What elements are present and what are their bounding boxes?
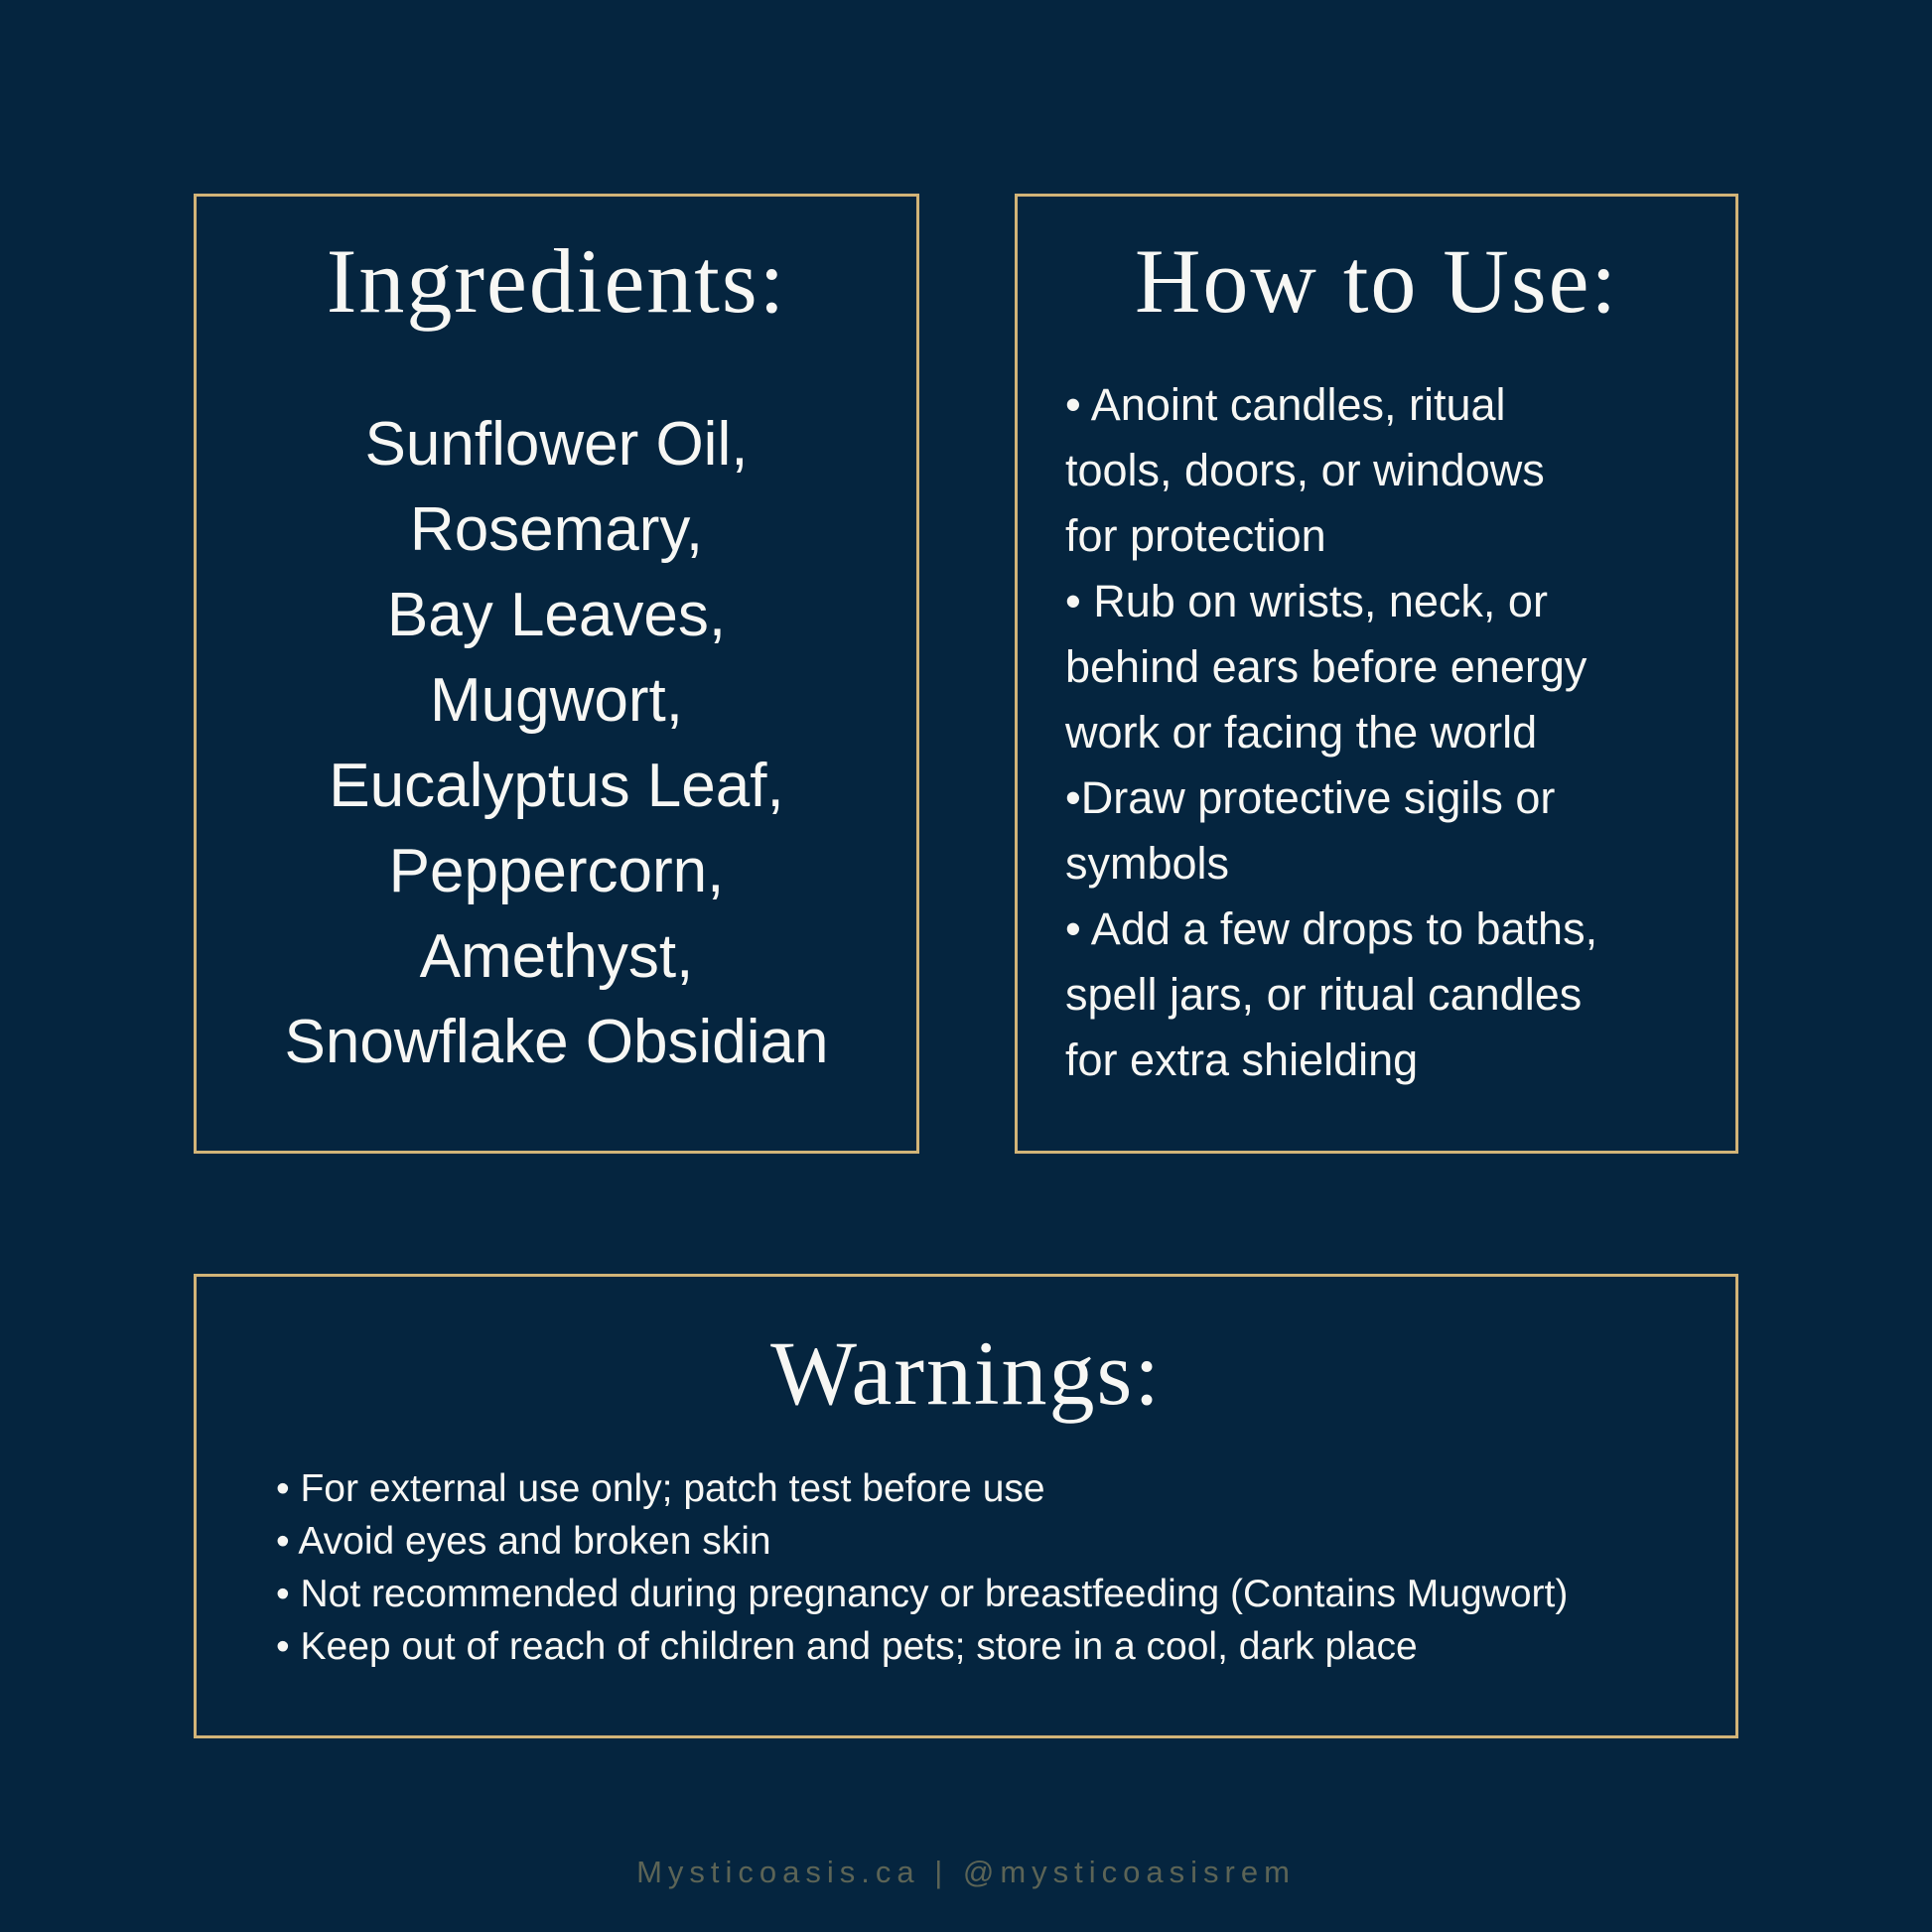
- how-to-use-list: [1018, 372, 1735, 1093]
- how-to-use-line: for extra shielding: [1065, 1035, 1419, 1086]
- warning-item: • For external use only; patch test before use: [276, 1467, 1045, 1511]
- how-to-use-line: spell jars, or ritual candles: [1065, 969, 1583, 1021]
- warning-item: • Not recommended during pregnancy or breastfeeding (Contains Mugwort): [276, 1573, 1569, 1616]
- how-to-use-line: behind ears before energy: [1065, 641, 1587, 693]
- ingredients-list: [197, 402, 916, 1085]
- how-to-use-line: work or facing the world: [1065, 707, 1538, 759]
- ingredient-item: Mugwort,: [430, 666, 683, 736]
- warnings-title: Warnings:: [770, 1322, 1162, 1424]
- ingredient-item: Eucalyptus Leaf,: [329, 752, 784, 821]
- ingredient-item: Amethyst,: [419, 922, 694, 992]
- how-to-use-line: symbols: [1065, 838, 1230, 890]
- ingredient-item: Snowflake Obsidian: [284, 1008, 829, 1077]
- how-to-use-title: How to Use:: [1134, 230, 1619, 332]
- how-to-use-panel: [1015, 194, 1738, 1154]
- how-to-use-line: • Add a few drops to baths,: [1065, 903, 1598, 955]
- ingredients-panel: [194, 194, 919, 1154]
- warnings-list: [197, 1462, 1735, 1673]
- ingredients-title: Ingredients:: [326, 230, 787, 332]
- footer-credit: Mysticoasis.ca | @mysticoasisrem: [636, 1855, 1296, 1889]
- warnings-panel: [194, 1274, 1738, 1738]
- how-to-use-line: •Draw protective sigils or: [1065, 772, 1556, 824]
- ingredient-item: Peppercorn,: [388, 837, 725, 906]
- warning-item: • Keep out of reach of children and pets; store in a cool, dark place: [276, 1625, 1418, 1669]
- how-to-use-line: for protection: [1065, 510, 1326, 562]
- how-to-use-line: tools, doors, or windows: [1065, 445, 1545, 496]
- warning-item: • Avoid eyes and broken skin: [276, 1520, 771, 1564]
- how-to-use-line: • Anoint candles, ritual: [1065, 379, 1506, 431]
- how-to-use-line: • Rub on wrists, neck, or: [1065, 576, 1548, 627]
- ingredient-item: Rosemary,: [409, 495, 704, 565]
- ingredient-item: Bay Leaves,: [386, 581, 727, 650]
- ingredient-item: Sunflower Oil,: [364, 410, 749, 480]
